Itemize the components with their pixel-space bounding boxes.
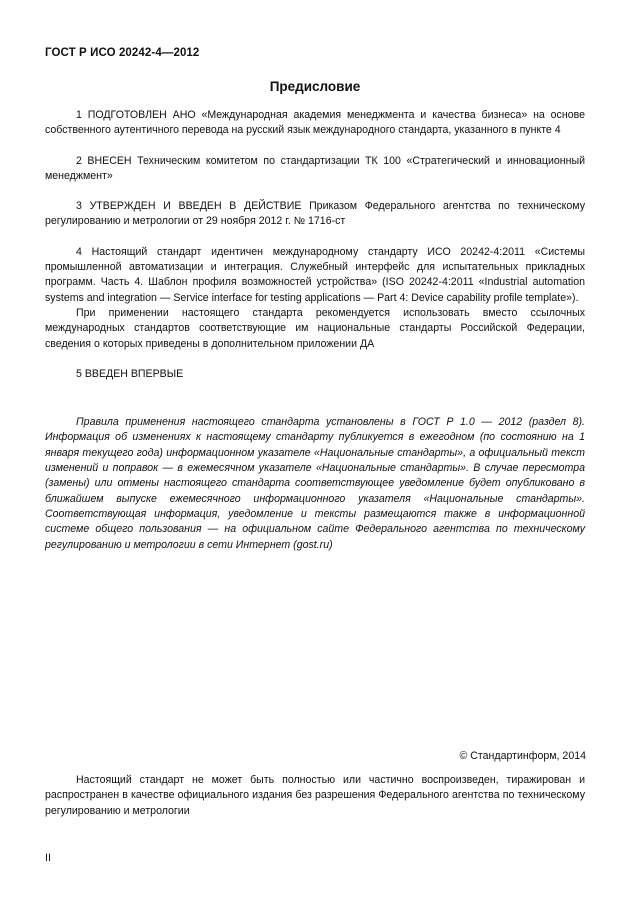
paragraph-reference-standards: При применении настоящего стандарта рекомендуется использовать вместо ссылочных международных стандартов соответствующие им национальные стандарты Российской Федерации, сведения о которых приведены в дополнительном приложении ДА bbox=[45, 306, 585, 350]
standard-code-header: ГОСТ Р ИСО 20242-4—2012 bbox=[45, 47, 200, 59]
application-rules-note: Правила применения настоящего стандарта установлены в ГОСТ Р 1.0 — 2012 (раздел 8). Информация об изменениях к настоящему стандарту публикуется в ежегодном (по состоянию на 1 января текущего года) информационном указателе «Национальные стандарты», а официальный текст изменений и поправок — в ежемесячном указателе «Национальные стандарты». В случае пересмотра (замены) или отмены настоящего стандарта соответствующее уведомление будет опубликовано в ближайшем выпуске ежемесячного информационного указателя «Национальные стандарты». Соответствующая информация, уведомление и тексты размещаются также в информационной системе общего пользования — на официальном сайте Федерального агентства по техническому регулированию и метрологии в сети Интернет (gost.ru) bbox=[45, 416, 585, 551]
reprint-restriction bbox=[45, 773, 585, 819]
foreword-content bbox=[45, 108, 585, 553]
paragraph-submitted-by: 2 ВНЕСЕН Техническим комитетом по стандартизации ТК 100 «Стратегический и инновационный менеджмент» bbox=[45, 154, 585, 182]
paragraph-introduced-first: 5 ВВЕДЕН ВПЕРВЫЕ bbox=[76, 367, 184, 380]
paragraph-prepared-by: 1 ПОДГОТОВЛЕН АНО «Международная академия менеджмента и качества бизнеса» на основе собственного аутентичного перевода на русский язык международного стандарта, указанного в пункте 4 bbox=[45, 109, 585, 137]
copyright-notice: © Стандартинформ, 2014 bbox=[459, 750, 586, 762]
reprint-restriction-text: Настоящий стандарт не может быть полностью или частично воспроизведен, тиражирован и распространен в качестве официального издания без разрешения Федерального агентства по техническому регулированию и метрологии bbox=[45, 774, 585, 817]
paragraph-identical-standard: 4 Настоящий стандарт идентичен международному стандарту ИСО 20242-4:2011 «Системы промышленной автоматизации и интеграция. Служебный интерфейс для испытательных прикладных программ. Часть 4. Шаблон профиля возможностей устройства» (ISO 20242-4:2011 «Industrial automation systems and integration — Service interface for testing applications — Part 4: Device capability profile template»). bbox=[45, 245, 585, 304]
page-title: Предисловие bbox=[269, 79, 361, 94]
page-number: II bbox=[45, 852, 51, 864]
paragraph-approved: 3 УТВЕРЖДЕН И ВВЕДЕН В ДЕЙСТВИЕ Приказом Федерального агентства по техническому регулированию и метрологии от 29 ноября 2012 г. № 1716-ст bbox=[45, 200, 585, 228]
